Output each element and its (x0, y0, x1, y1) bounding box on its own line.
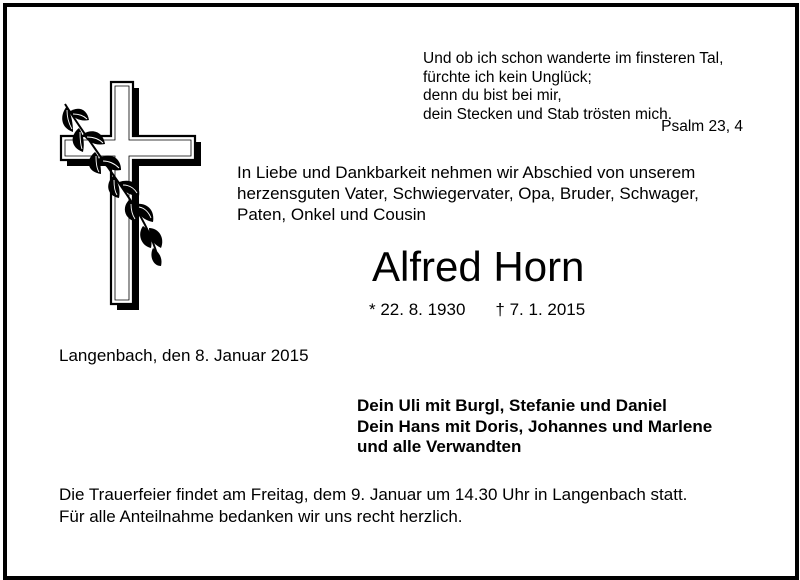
intro-line: In Liebe und Dankbarkeit nehmen wir Abschied von unserem (237, 163, 696, 182)
family-line: Dein Hans mit Doris, Johannes und Marlene (357, 416, 713, 436)
family-line: Dein Uli mit Burgl, Stefanie und Daniel (357, 396, 667, 415)
death-date: † 7. 1. 2015 (495, 300, 586, 319)
psalm-line: fürchte ich kein Unglück; (423, 68, 592, 86)
psalm-line: Und ob ich schon wanderte im finsteren Tal, (423, 50, 724, 67)
intro-line: Paten, Onkel und Cousin (237, 205, 427, 224)
deceased-name: Alfred Horn (372, 243, 585, 290)
psalm-line: dein Stecken und Stab trösten mich. (423, 105, 673, 123)
birth-date: * 22. 8. 1930 (369, 300, 466, 319)
intro-line: herzensguten Vater, Schwiegervater, Opa, Bruder, Schwager, (237, 184, 699, 203)
life-dates (369, 300, 585, 320)
footer-line: Für alle Anteilnahme bedanken wir uns recht herzlich. (59, 507, 463, 526)
psalm-quote (423, 50, 723, 124)
footer-line: Die Trauerfeier findet am Freitag, dem 9. Januar um 14.30 Uhr in Langenbach statt. (59, 485, 688, 504)
psalm-reference: Psalm 23, 4 (661, 118, 743, 135)
family-line: und alle Verwandten (357, 437, 522, 456)
cross-with-palm-branch-icon (55, 76, 215, 316)
family-signatures (357, 396, 712, 458)
intro-text (237, 162, 699, 225)
funeral-notice (59, 484, 687, 528)
place-and-date: Langenbach, den 8. Januar 2015 (59, 346, 309, 365)
psalm-line: denn du bist bei mir, (423, 87, 562, 104)
